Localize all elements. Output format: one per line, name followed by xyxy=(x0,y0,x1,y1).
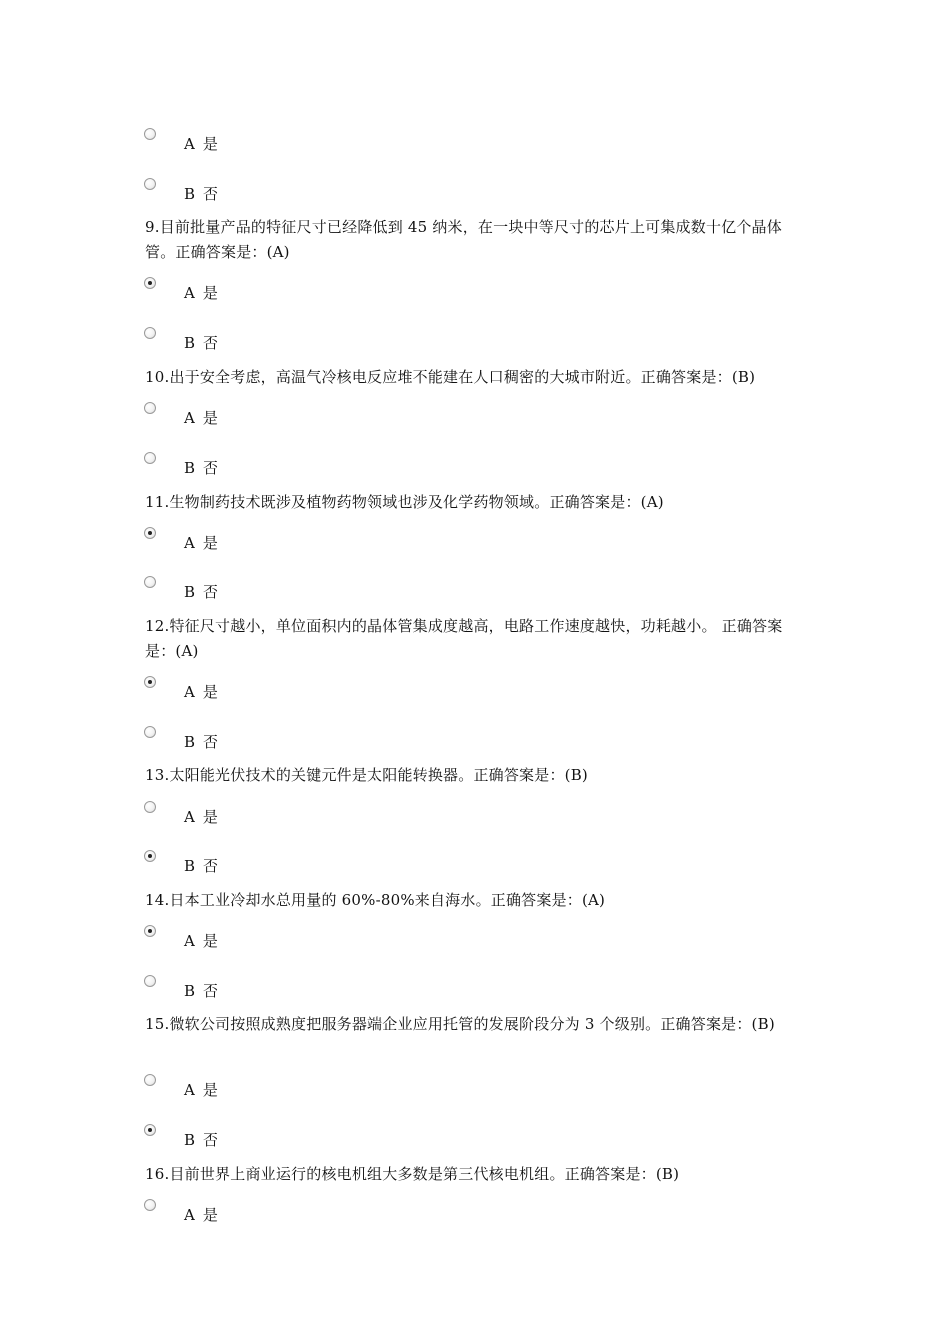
q11-option-a[interactable]: A 是 xyxy=(144,527,344,563)
q16-option-a[interactable]: A 是 xyxy=(144,1199,344,1235)
question-11: 11.生物制药技术既涉及植物药物领域也涉及化学药物领域。正确答案是：(A) xyxy=(145,493,664,511)
q13-option-b[interactable]: B 否 xyxy=(144,850,344,886)
radio-icon[interactable] xyxy=(144,128,156,140)
q12-option-b[interactable]: B 否 xyxy=(144,726,344,762)
radio-icon[interactable] xyxy=(144,277,156,289)
radio-icon[interactable] xyxy=(144,452,156,464)
radio-icon[interactable] xyxy=(144,726,156,738)
prev-option-b[interactable]: B 否 xyxy=(144,178,344,214)
question-12: 12.特征尺寸越小，单位面积内的晶体管集成度越高，电路工作速度越快，功耗越小。 正确答案是：(A) xyxy=(145,617,783,660)
question-14: 14.日本工业冷却水总用量的 60%-80%来自海水。正确答案是：(A) xyxy=(145,891,606,909)
radio-icon[interactable] xyxy=(144,1124,156,1136)
radio-icon[interactable] xyxy=(144,975,156,987)
question-15: 15.微软公司按照成熟度把服务器端企业应用托管的发展阶段分为 3 个级别。正确答案是：(B) xyxy=(145,1015,775,1033)
question-16: 16.目前世界上商业运行的核电机组大多数是第三代核电机组。正确答案是：(B) xyxy=(145,1165,680,1183)
q14-option-a[interactable]: A 是 xyxy=(144,925,344,961)
q9-option-a[interactable]: A 是 xyxy=(144,277,344,313)
radio-icon[interactable] xyxy=(144,801,156,813)
radio-icon[interactable] xyxy=(144,925,156,937)
q11-option-b[interactable]: B 否 xyxy=(144,576,344,612)
question-9: 9.目前批量产品的特征尺寸已经降低到 45 纳米，在一块中等尺寸的芯片上可集成数十亿个晶体管。正确答案是：(A) xyxy=(145,218,782,261)
radio-icon[interactable] xyxy=(144,178,156,190)
q15-option-b[interactable]: B 否 xyxy=(144,1124,344,1160)
q13-option-a[interactable]: A 是 xyxy=(144,801,344,837)
q14-option-b[interactable]: B 否 xyxy=(144,975,344,1011)
q10-option-b[interactable]: B 否 xyxy=(144,452,344,488)
radio-icon[interactable] xyxy=(144,1074,156,1086)
q12-option-a[interactable]: A 是 xyxy=(144,676,344,712)
prev-option-a[interactable]: A 是 xyxy=(144,128,344,164)
q10-option-a[interactable]: A 是 xyxy=(144,402,344,438)
radio-icon[interactable] xyxy=(144,676,156,688)
radio-icon[interactable] xyxy=(144,576,156,588)
radio-icon[interactable] xyxy=(144,527,156,539)
radio-icon[interactable] xyxy=(144,402,156,414)
question-13: 13.太阳能光伏技术的关键元件是太阳能转换器。正确答案是：(B) xyxy=(145,766,588,784)
question-10: 10.出于安全考虑，高温气冷核电反应堆不能建在人口稠密的大城市附近。正确答案是：(B) xyxy=(145,368,756,386)
radio-icon[interactable] xyxy=(144,850,156,862)
q15-option-a[interactable]: A 是 xyxy=(144,1074,344,1110)
q9-option-b[interactable]: B 否 xyxy=(144,327,344,363)
radio-icon[interactable] xyxy=(144,1199,156,1211)
radio-icon[interactable] xyxy=(144,327,156,339)
